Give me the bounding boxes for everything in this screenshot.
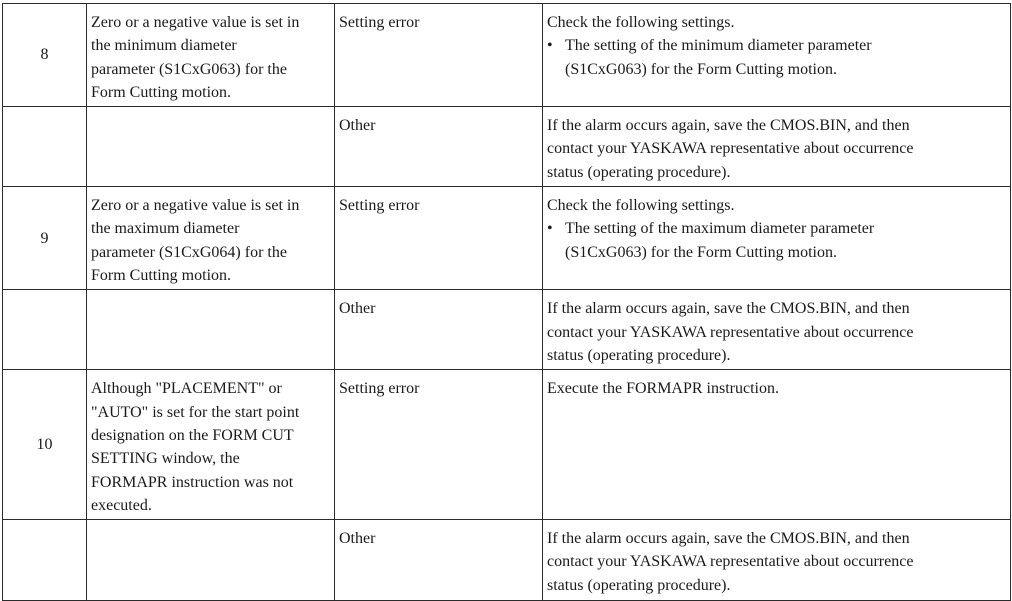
cause-line: Zero or a negative value is set in [91,197,300,215]
remedy-cell [543,107,1011,187]
cause-line: Form Cutting motion. [91,267,232,285]
alarm-sub-code-empty [3,520,87,601]
bullet-icon: • [547,37,553,55]
remedy-line: Execute the FORMAPR instruction. [547,380,779,398]
alarm-sub-code-empty [3,107,87,187]
remedy-cell [543,4,1011,107]
table-row [3,4,1011,107]
bullet-item [547,34,1006,81]
remedy-line: contact your YASKAWA representative about occurrence [547,553,914,571]
cause-type-cell [335,187,543,290]
remedy-cell [543,370,1011,520]
cause-cell [87,187,335,290]
cause-line: executed. [91,496,152,514]
remedy-line: status (operating procedure). [547,163,731,181]
cause-line: the minimum diameter [91,37,237,55]
bullet-line-text: (S1CxG063) for the Form Cutting motion. [565,60,837,78]
bullet-line-text: The setting of the minimum diameter parameter [565,37,872,55]
bullet-line-text: The setting of the maximum diameter parameter [565,220,875,238]
alarm-remedy-table [2,3,1011,601]
cause-type-cell [335,4,543,107]
bullet-item [547,217,1006,264]
cause-line: "AUTO" is set for the start point [91,403,300,421]
cause-cell-empty [87,520,335,601]
remedy-line: Check the following settings. [547,197,735,215]
cause-line: Zero or a negative value is set in [91,14,300,31]
cause-type-cell [335,520,543,601]
alarm-sub-code-text: 9 [40,229,49,247]
cause-type: Setting error [339,14,420,31]
alarm-sub-code-empty [3,290,87,370]
remedy-line: contact your YASKAWA representative about occurrence [547,140,914,158]
cause-type-cell [335,107,543,187]
cause-line: parameter (S1CxG064) for the [91,243,287,261]
remedy-line: If the alarm occurs again, save the CMOS.BIN, and then [547,117,910,135]
alarm-sub-code [3,4,87,107]
table-row [3,290,1011,370]
table-row [3,520,1011,601]
remedy-line: status (operating procedure). [547,576,731,594]
cause-type-cell [335,290,543,370]
alarm-sub-code [3,370,87,520]
cause-line: Although "PLACEMENT" or [91,380,282,398]
cause-cell-empty [87,107,335,187]
table-row [3,107,1011,187]
remedy-cell [543,187,1011,290]
cause-line: designation on the FORM CUT [91,426,294,444]
cause-cell [87,4,335,107]
cause-type: Setting error [339,197,420,215]
remedy-cell [543,290,1011,370]
bullet-icon: • [547,220,553,238]
cause-type: Setting error [339,380,420,398]
remedy-line: contact your YASKAWA representative about occurrence [547,323,914,341]
remedy-cell [543,520,1011,601]
cause-type: Other [339,530,376,548]
cause-line: the maximum diameter [91,220,240,238]
remedy-line: Check the following settings. [547,14,735,31]
cause-line: FORMAPR instruction was not [91,473,294,491]
remedy-line: If the alarm occurs again, save the CMOS.BIN, and then [547,300,910,318]
bullet-line-text: (S1CxG063) for the Form Cutting motion. [565,243,837,261]
cause-line: SETTING window, the [91,450,240,468]
cause-type: Other [339,117,376,135]
alarm-sub-code [3,187,87,290]
cause-line: Form Cutting motion. [91,83,232,101]
remedy-line: status (operating procedure). [547,346,731,364]
alarm-sub-code-text: 8 [40,46,49,64]
table-row [3,370,1011,520]
table-row [3,187,1011,290]
cause-line: parameter (S1CxG063) for the [91,60,287,78]
cause-cell [87,370,335,520]
cause-type-cell [335,370,543,520]
cause-type: Other [339,300,376,318]
alarm-sub-code-text: 10 [36,436,53,454]
cause-cell-empty [87,290,335,370]
remedy-line: If the alarm occurs again, save the CMOS.BIN, and then [547,530,910,548]
